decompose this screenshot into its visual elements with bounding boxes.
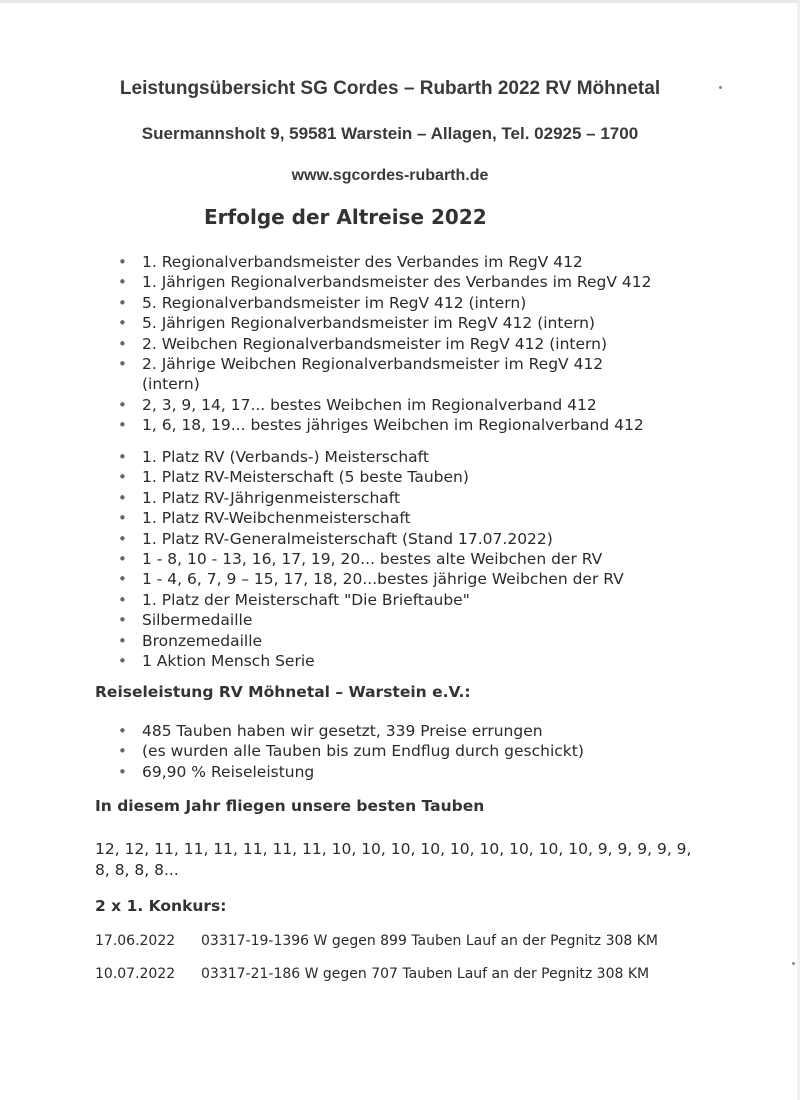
list-item: • 1. Regionalverbandsmeister des Verbandes im RegV 412 (118, 253, 583, 271)
bullet-icon: • (118, 416, 127, 435)
bullet-icon: • (118, 488, 127, 507)
erfolge-list-rv (116, 447, 716, 671)
bullet-icon: • (118, 762, 127, 781)
list-item: • 2. Weibchen Regionalverbandsmeister im RegV 412 (intern) (118, 334, 607, 353)
beste-tauben-values: 12, 12, 11, 11, 11, 11, 11, 11, 10, 10, 10, 10, 10, 10, 10, 10, 10, 9, 9, 9, 9, 9, 8, 8, 8, 8... (95, 840, 692, 879)
bullet-icon: • (118, 509, 127, 528)
list-item: • 5. Jährigen Regionalverbandsmeister im RegV 412 (intern) (118, 314, 595, 333)
bullet-icon: • (118, 293, 127, 312)
list-item: • 485 Tauben haben wir gesetzt, 339 Preise errungen (118, 722, 543, 740)
list-item: • 1. Platz RV (Verbands-) Meisterschaft (118, 448, 429, 466)
konkurs-heading: 2 x 1. Konkurs: (95, 897, 227, 915)
bullet-icon: • (118, 722, 127, 740)
list-item: • 1 - 4, 6, 7, 9 – 15, 17, 18, 20...bestes jährige Weibchen der RV (118, 570, 624, 589)
scan-speck (792, 962, 795, 965)
erfolge-list-regionalverband (116, 252, 716, 436)
konkurs-text: 03317-19-1396 W gegen 899 Tauben Lauf an der Pegnitz 308 KM (201, 933, 658, 949)
reiseleistung-list (116, 721, 716, 782)
bullet-icon: • (118, 273, 127, 292)
bullet-icon: • (118, 652, 127, 671)
list-item: • 1 Aktion Mensch Serie (118, 652, 315, 671)
list-item: • 5. Regionalverbandsmeister im RegV 412 (intern) (118, 293, 527, 312)
konkurs-date: 10.07.2022 (95, 966, 176, 982)
list-item: • Silbermedaille (118, 611, 253, 630)
konkurs-row (95, 933, 658, 949)
list-item: • 1. Platz RV-Meisterschaft (5 beste Tauben) (118, 468, 469, 487)
bullet-icon: • (118, 570, 127, 589)
bullet-icon: • (118, 590, 127, 609)
list-item: • 2, 3, 9, 14, 17... bestes Weibchen im Regionalverband 412 (118, 395, 597, 414)
bullet-icon: • (118, 334, 127, 353)
website-line: www.sgcordes-rubarth.de (291, 167, 489, 184)
list-item: • Bronzemedaille (118, 631, 263, 650)
section-title: Erfolge der Altreise 2022 (204, 205, 487, 229)
bullet-icon: • (118, 611, 127, 630)
bullet-icon: • (118, 253, 127, 271)
bullet-icon: • (118, 550, 127, 569)
konkurs-text: 03317-21-186 W gegen 707 Tauben Lauf an der Pegnitz 308 KM (201, 966, 650, 982)
konkurs-row (95, 966, 649, 982)
bullet-icon: • (118, 395, 127, 414)
bullet-icon: • (118, 468, 127, 487)
bullet-icon: • (118, 631, 127, 650)
list-item: • 1. Platz der Meisterschaft "Die Brieftaube" (118, 590, 470, 609)
list-item: • 69,90 % Reiseleistung (118, 762, 315, 781)
address-line: Suermannsholt 9, 59581 Warstein – Allagen, Tel. 02925 – 1700 (141, 124, 639, 143)
list-item: • 1. Platz RV-Jährigenmeisterschaft (118, 488, 401, 507)
scan-top-edge (0, 0, 800, 3)
list-item: • 1. Platz RV-Weibchenmeisterschaft (118, 509, 411, 528)
reiseleistung-heading: Reiseleistung RV Möhnetal – Warstein e.V.: (95, 683, 471, 701)
list-item: • 1, 6, 18, 19... bestes jähriges Weibchen im Regionalverband 412 (118, 416, 644, 435)
konkurs-date: 17.06.2022 (95, 933, 176, 949)
bullet-icon: • (118, 742, 127, 761)
bullet-icon: • (118, 529, 127, 548)
list-item: • 2. Jährige Weibchen Regionalverbandsmeister im RegV 412 (intern) (118, 355, 604, 394)
list-item: • 1 - 8, 10 - 13, 16, 17, 19, 20... bestes alte Weibchen der RV (118, 550, 603, 569)
beste-tauben-heading: In diesem Jahr fliegen unsere besten Tauben (95, 797, 485, 815)
list-item: • 1. Platz RV-Generalmeisterschaft (Stand 17.07.2022) (118, 529, 553, 548)
bullet-icon: • (118, 314, 127, 333)
list-item: • 1. Jährigen Regionalverbandsmeister des Verbandes im RegV 412 (118, 273, 652, 292)
bullet-icon: • (118, 448, 127, 466)
list-item: • (es wurden alle Tauben bis zum Endflug durch geschickt) (118, 742, 584, 761)
bullet-icon: • (118, 355, 127, 374)
document-title: Leistungsübersicht SG Cordes – Rubarth 2022 RV Möhnetal (119, 78, 661, 99)
